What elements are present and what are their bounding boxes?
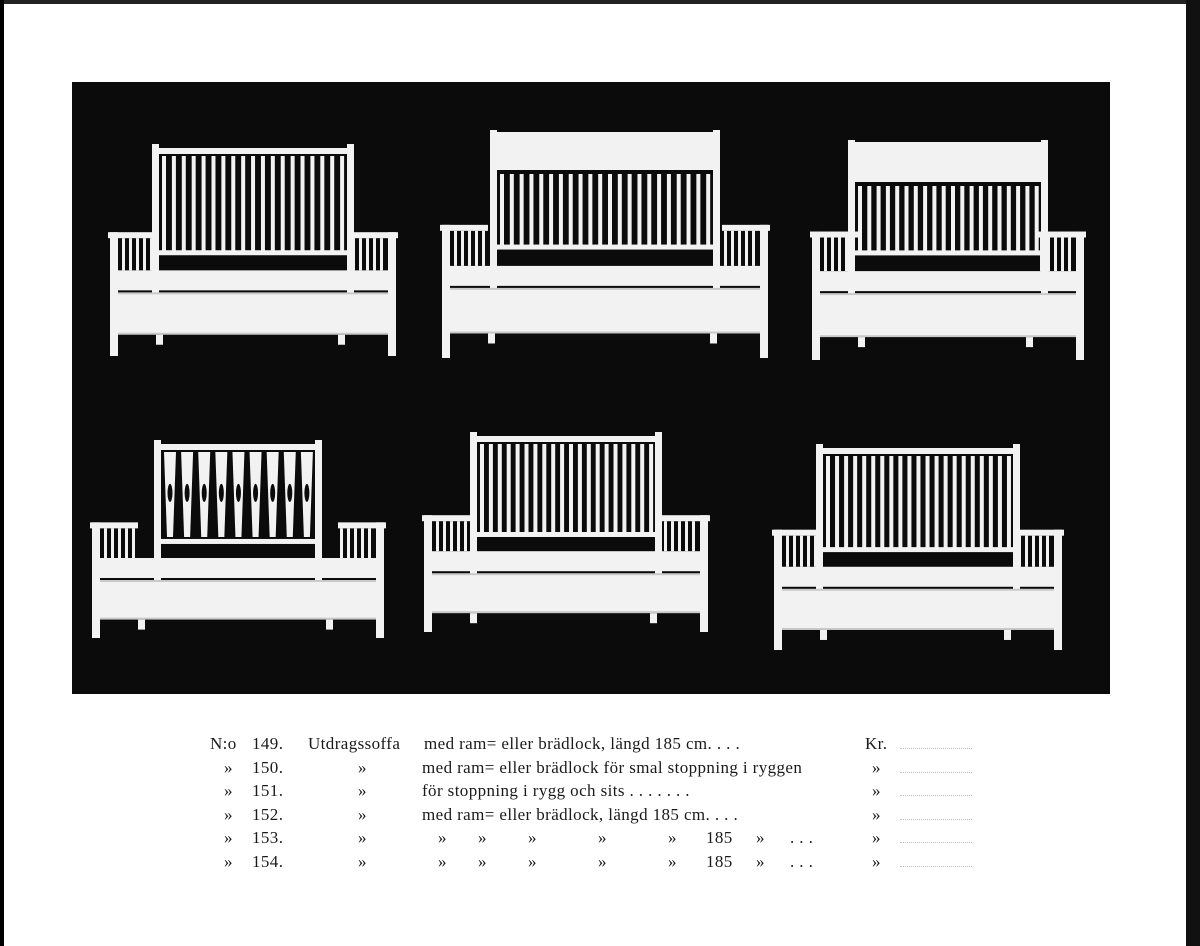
row-prefix: N:o	[210, 734, 237, 753]
sofa-150	[440, 130, 770, 358]
catalog-row-149	[200, 734, 1000, 756]
row-description: med ram= eller brädlock för smal stoppning i ryggen	[422, 758, 803, 777]
row-currency: »	[872, 758, 881, 777]
ditto-mark: »	[528, 828, 537, 847]
row-number: 151.	[252, 781, 284, 800]
catalog-row-153	[200, 828, 1000, 850]
sofa-154	[772, 444, 1064, 650]
row-number: 149.	[252, 734, 284, 753]
ditto-mark: »	[598, 828, 607, 847]
ditto-mark: »	[478, 828, 487, 847]
row-number: 152.	[252, 805, 284, 824]
row-name: »	[358, 805, 367, 824]
ditto-mark: »	[756, 828, 765, 847]
row-name: »	[358, 828, 367, 847]
page-edge-left	[0, 0, 4, 946]
catalog-row-152	[200, 805, 1000, 827]
page-edge-right	[1186, 0, 1200, 946]
furniture-photo-plate	[72, 82, 1110, 694]
row-prefix: »	[224, 781, 233, 800]
catalog-row-154	[200, 852, 1000, 874]
sofa-151	[810, 140, 1086, 360]
ditto-mark: »	[756, 852, 765, 871]
row-currency: »	[872, 781, 881, 800]
catalog-caption	[200, 728, 1000, 878]
row-currency: Kr.	[865, 734, 888, 753]
row-number: 154.	[252, 852, 284, 871]
ditto-mark: »	[668, 852, 677, 871]
leader-dots: . . .	[790, 852, 814, 871]
row-description: för stoppning i rygg och sits . . . . . . .	[422, 781, 690, 800]
row-description: med ram= eller brädlock, längd 185 cm. . . .	[422, 805, 739, 824]
row-prefix: »	[224, 758, 233, 777]
price-blank-line	[900, 748, 972, 749]
row-name: Utdragssoffa	[308, 734, 401, 753]
ditto-mark: »	[528, 852, 537, 871]
price-blank-line	[900, 866, 972, 867]
catalog-row-150	[200, 758, 1000, 780]
row-currency: »	[872, 828, 881, 847]
sofa-illustrations	[72, 82, 1110, 694]
ditto-mark: »	[668, 828, 677, 847]
price-blank-line	[900, 772, 972, 773]
sofa-149	[108, 144, 398, 356]
sofa-153	[422, 432, 710, 632]
ditto-mark: »	[438, 828, 447, 847]
row-currency: »	[872, 805, 881, 824]
price-blank-line	[900, 842, 972, 843]
row-number: 153.	[252, 828, 284, 847]
ditto-mark: »	[478, 852, 487, 871]
row-name: »	[358, 852, 367, 871]
ditto-mark: »	[438, 852, 447, 871]
row-length: 185	[706, 852, 733, 871]
row-description: med ram= eller brädlock, längd 185 cm. . . .	[424, 734, 741, 753]
ditto-mark: »	[598, 852, 607, 871]
row-length: 185	[706, 828, 733, 847]
price-blank-line	[900, 819, 972, 820]
sofa-152	[90, 440, 386, 638]
price-blank-line	[900, 795, 972, 796]
row-prefix: »	[224, 828, 233, 847]
row-name: »	[358, 758, 367, 777]
row-number: 150.	[252, 758, 284, 777]
leader-dots: . . .	[790, 828, 814, 847]
catalog-row-151	[200, 781, 1000, 803]
row-name: »	[358, 781, 367, 800]
row-prefix: »	[224, 805, 233, 824]
page-edge-top	[0, 0, 1200, 4]
row-prefix: »	[224, 852, 233, 871]
row-currency: »	[872, 852, 881, 871]
